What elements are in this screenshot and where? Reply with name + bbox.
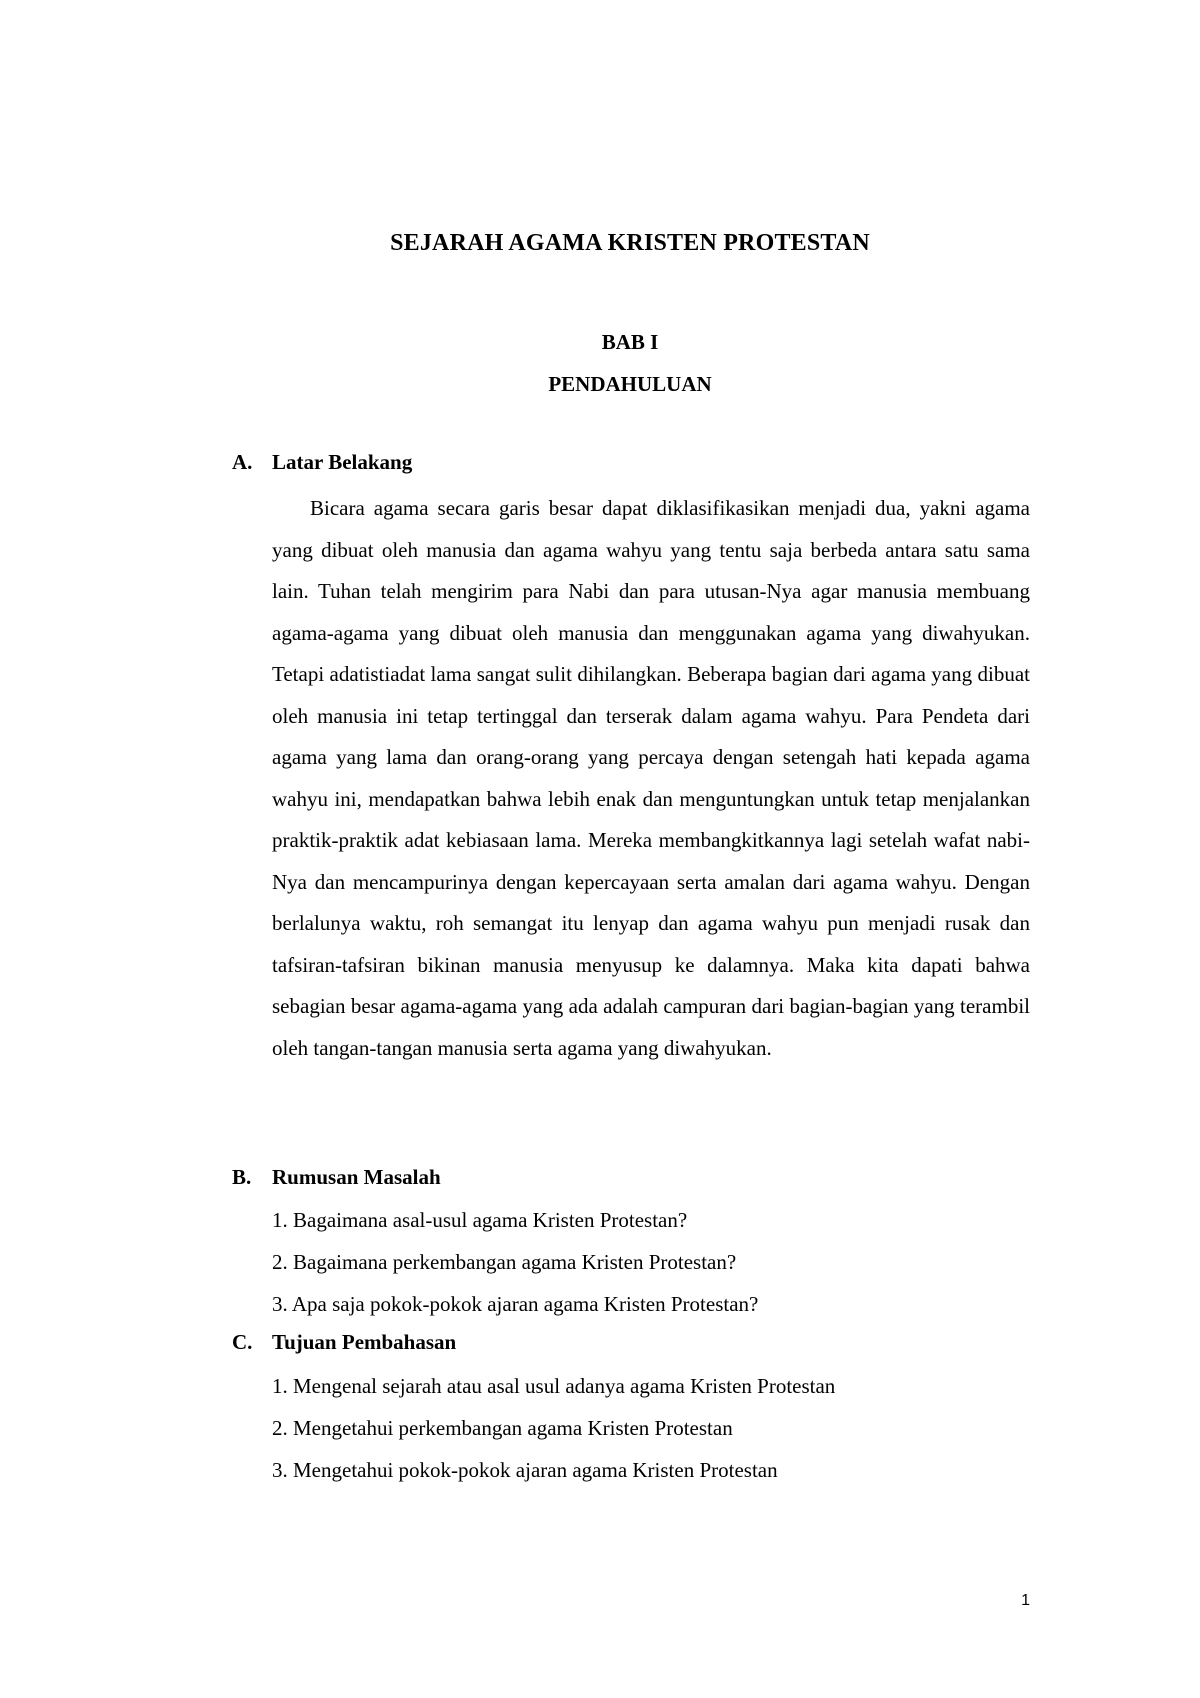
- list-item: 1. Bagaimana asal-usul agama Kristen Protestan?: [272, 1208, 688, 1232]
- section-a-heading: [232, 450, 412, 475]
- section-c-list: [272, 1365, 835, 1491]
- section-a-paragraph: Bicara agama secara garis besar dapat diklasifikasikan menjadi dua, yakni agama yang dibuat oleh manusia dan agama wahyu yang tentu saja berbeda antara satu sama lain. Tuhan telah mengirim para Nabi dan para utusan-Nya agar manusia membuang agama-agama yang dibuat oleh manusia dan menggunakan agama yang diwahyukan. Tetapi adatistiadat lama sangat sulit dihilangkan. Beberapa bagian dari agama yang dibuat oleh manusia ini tetap tertinggal dan terserak dalam agama wahyu. Para Pendeta dari agama yang lama dan orang-orang yang percaya dengan setengah hati kepada agama wahyu ini, mendapatkan bahwa lebih enak dan menguntungkan untuk tetap menjalankan praktik-praktik adat kebiasaan lama. Mereka membangkitkannya lagi setelah wafat nabi-Nya dan mencampurinya dengan kepercayaan serta amalan dari agama wahyu. Dengan berlalunya waktu, roh semangat itu lenyap dan agama wahyu pun menjadi rusak dan tafsiran-tafsiran bikinan manusia menyusup ke dalamnya. Maka kita dapati bahwa sebagian besar agama-agama yang ada adalah campuran dari bagian-bagian yang terambil oleh tangan-tangan manusia serta agama yang diwahyukan.: [272, 496, 1030, 1060]
- document-title: SEJARAH AGAMA KRISTEN PROTESTAN: [390, 230, 870, 256]
- section-a-letter: A.: [232, 450, 253, 474]
- section-c-heading: [232, 1330, 456, 1355]
- section-a-title: Latar Belakang: [272, 450, 413, 474]
- section-b-heading: [232, 1165, 441, 1190]
- list-item: 3. Apa saja pokok-pokok ajaran agama Kristen Protestan?: [272, 1292, 759, 1316]
- section-b-title: Rumusan Masalah: [272, 1165, 441, 1189]
- page-number: 1: [1021, 1592, 1030, 1609]
- section-c-title: Tujuan Pembahasan: [272, 1330, 457, 1354]
- chapter-label: BAB I: [601, 330, 659, 354]
- list-item: 3. Mengetahui pokok-pokok ajaran agama Kristen Protestan: [272, 1458, 778, 1482]
- section-b-letter: B.: [232, 1165, 252, 1189]
- list-item: 2. Mengetahui perkembangan agama Kristen Protestan: [272, 1416, 733, 1440]
- list-item: 2. Bagaimana perkembangan agama Kristen Protestan?: [272, 1250, 737, 1274]
- section-c-letter: C.: [232, 1330, 253, 1354]
- section-b-list: [272, 1199, 758, 1325]
- chapter-title: PENDAHULUAN: [548, 372, 712, 396]
- list-item: 1. Mengenal sejarah atau asal usul adanya agama Kristen Protestan: [272, 1374, 836, 1398]
